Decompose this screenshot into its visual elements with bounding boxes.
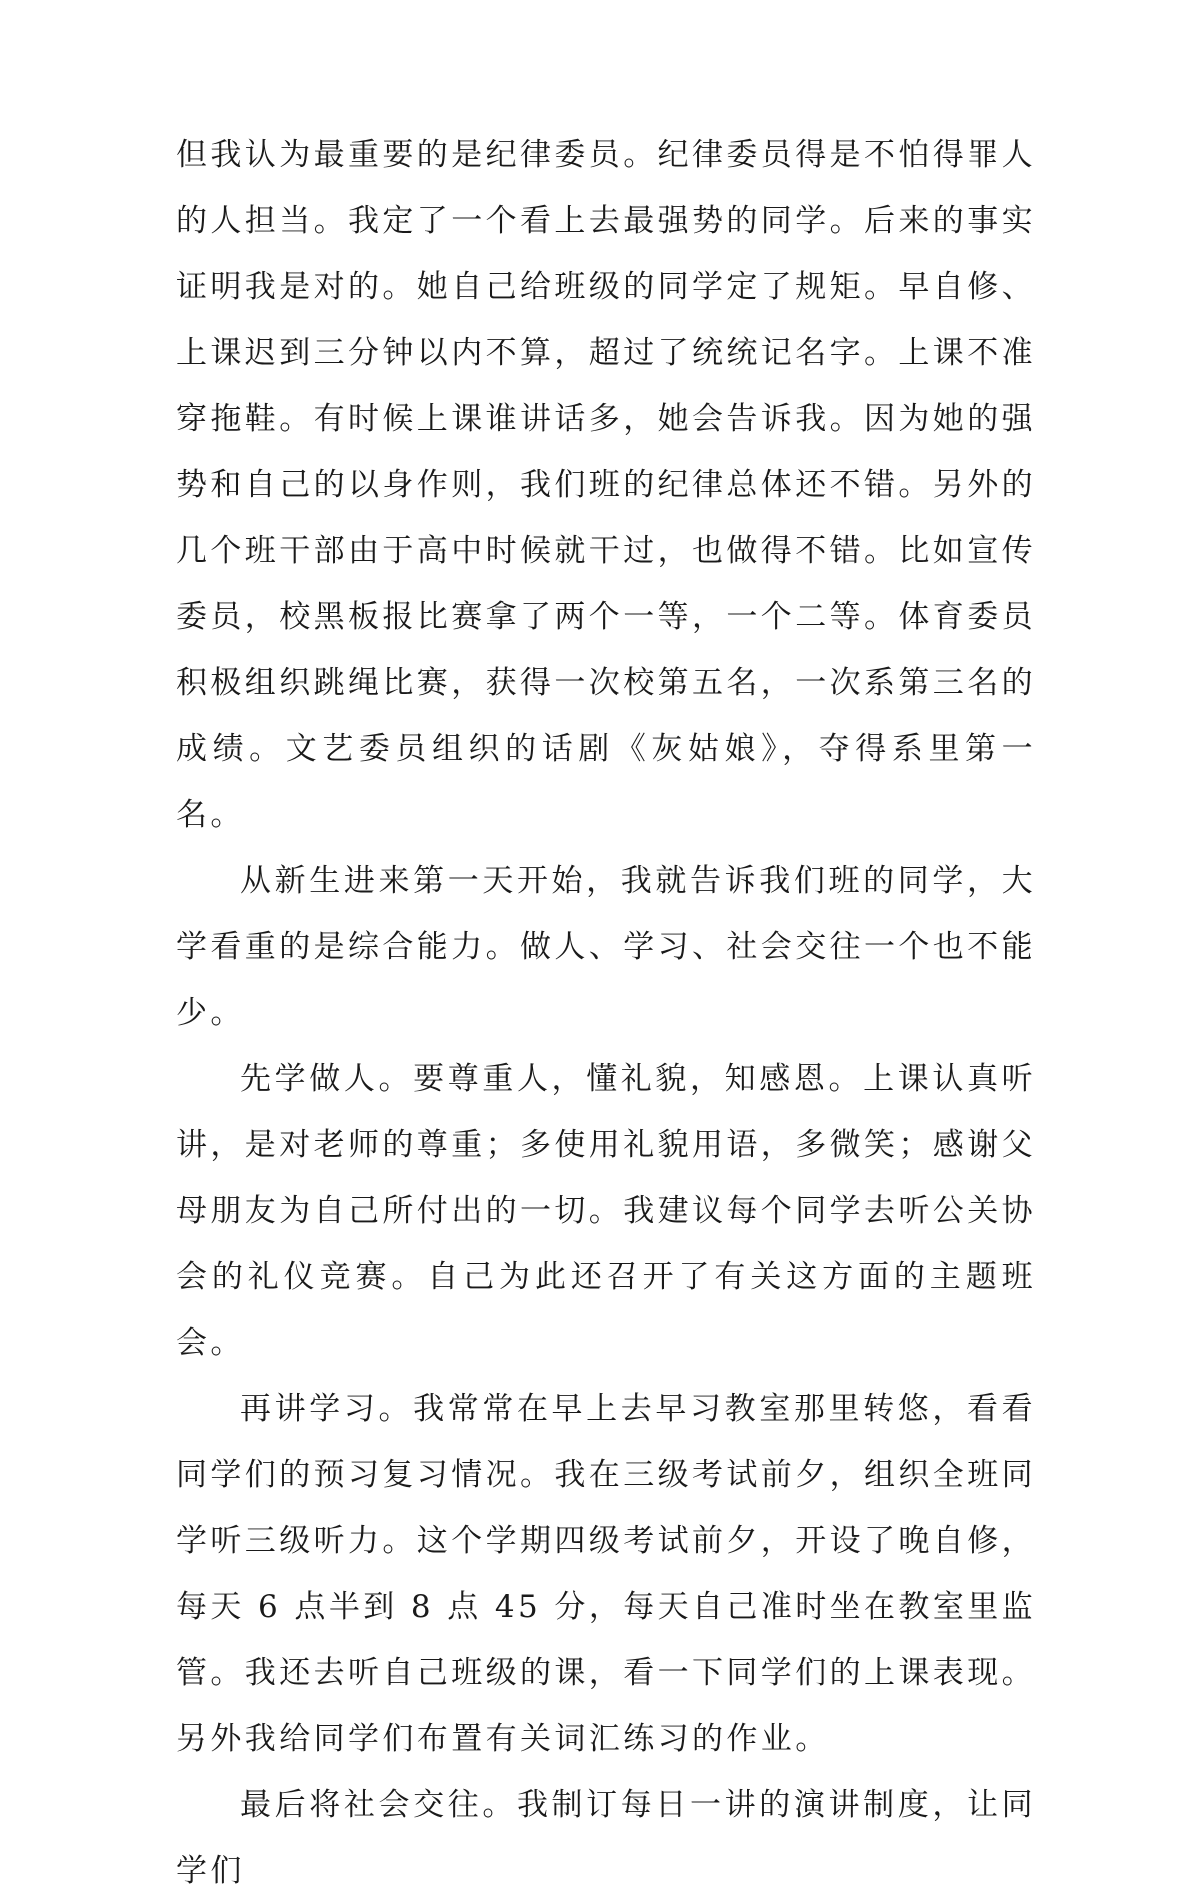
paragraph-discipline-committee: 但我认为最重要的是纪律委员。纪律委员得是不怕得罪人的人担当。我定了一个看上去最强势的同学。后来的事实证明我是对的。她自己给班级的同学定了规矩。早自修、上课迟到三分钟以内不算，超过了统统记名字。上课不准穿拖鞋。有时候上课谁讲话多，她会告诉我。因为她的强势和自己的以身作则，我们班的纪律总体还不错。另外的几个班干部由于高中时候就干过，也做得不错。比如宣传委员，校黑板报比赛拿了两个一等，一个二等。体育委员积极组织跳绳比赛，获得一次校第五名，一次系第三名的成绩。文艺委员组织的话剧《灰姑娘》，夺得系里第一名。 — [176, 137, 1036, 833]
paragraph-comprehensive-ability: 从新生进来第一天开始，我就告诉我们班的同学，大学看重的是综合能力。做人、学习、社会交往一个也不能少。 — [176, 863, 1036, 1031]
paragraph-social-interaction: 最后将社会交往。我制订每日一讲的演讲制度，让同学们 — [176, 1787, 1036, 1889]
paragraph-learn-conduct: 先学做人。要尊重人，懂礼貌，知感恩。上课认真听讲，是对老师的尊重；多使用礼貌用语，多微笑；感谢父母朋友为自己所付出的一切。我建议每个同学去听公关协会的礼仪竞赛。自己为此还召开了有关这方面的主题班会。 — [176, 1061, 1036, 1361]
document-body — [176, 122, 1036, 1904]
paragraph-study: 再讲学习。我常常在早上去早习教室那里转悠，看看同学们的预习复习情况。我在三级考试前夕，组织全班同学听三级听力。这个学期四级考试前夕，开设了晚自修，每天 6 点半到 8 点 45 分，每天自己准时坐在教室里监管。我还去听自己班级的课，看一下同学们的上课表现。另外我给同学们布置有关词汇练习的作业。 — [176, 1391, 1037, 1757]
